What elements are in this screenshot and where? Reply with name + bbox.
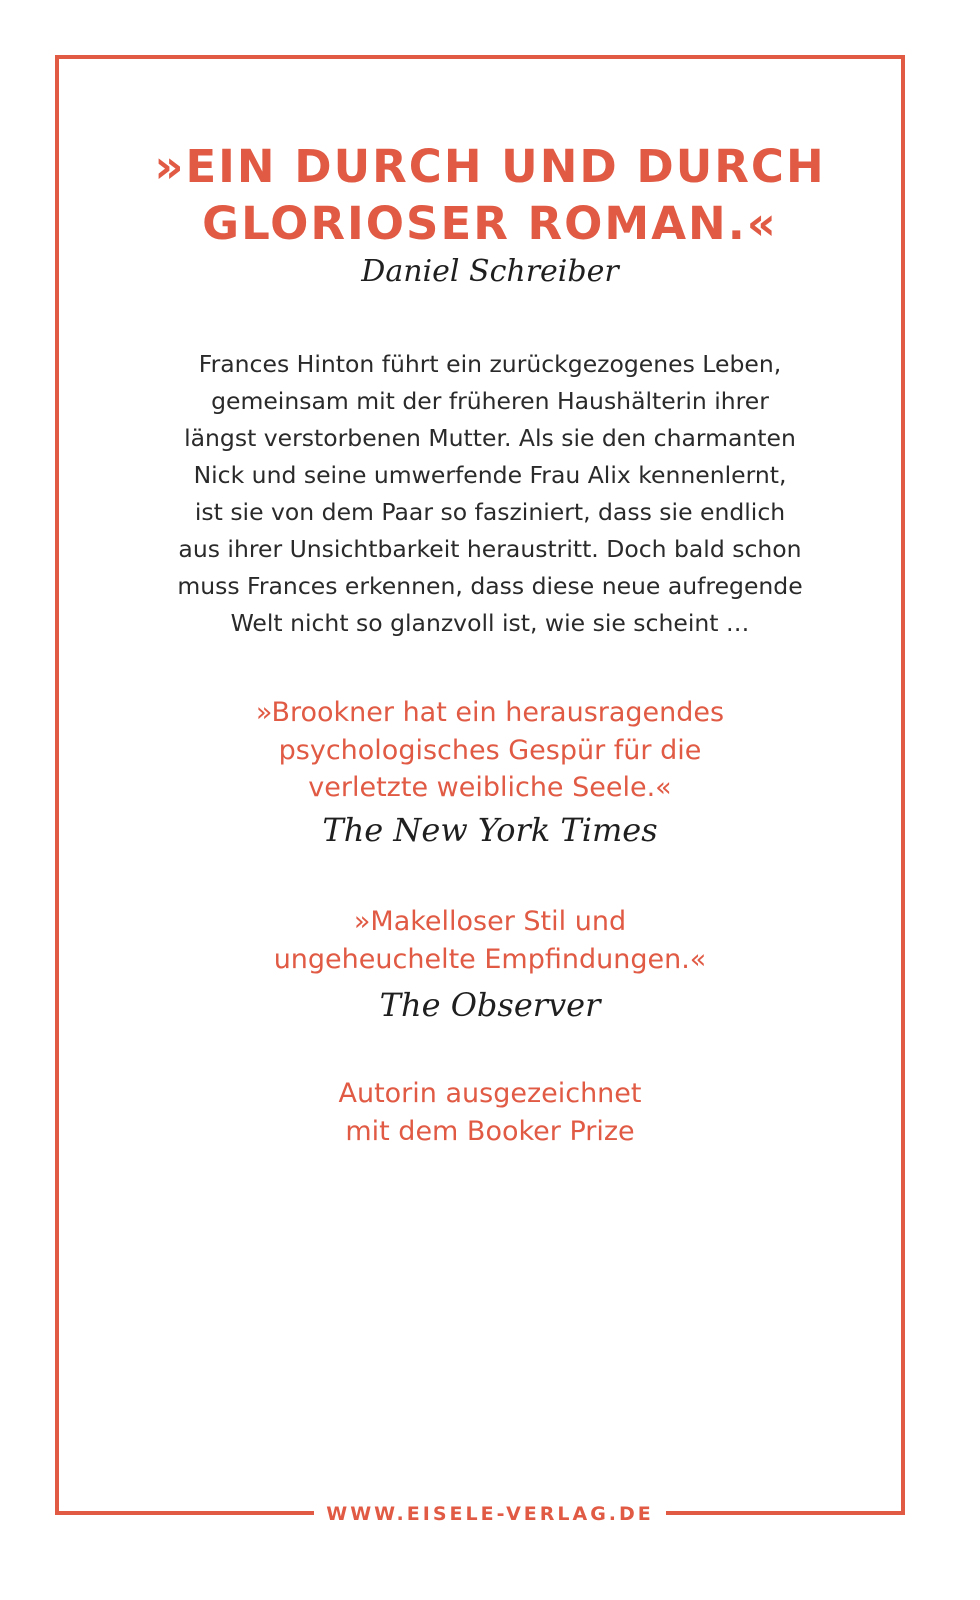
review-source-observer: The Observer — [379, 986, 601, 1024]
award-line: Autorin ausgezeichnet — [338, 1078, 642, 1109]
review-source-nyt: The New York Times — [322, 811, 658, 849]
quote-line: »Makelloser Stil und — [353, 906, 627, 937]
blurb-line: Welt nicht so glanzvoll ist, wie sie scheint … — [230, 609, 750, 637]
headline-attribution: Daniel Schreiber — [361, 254, 619, 289]
publisher-website-link[interactable]: WWW.EISELE-VERLAG.DE — [314, 1500, 666, 1528]
review-quote-observer — [60, 903, 920, 978]
award-note — [60, 1075, 920, 1150]
blurb-line: aus ihrer Unsichtbarkeit heraustritt. Doch bald schon — [178, 535, 802, 563]
quote-line: verletzte weibliche Seele.« — [308, 772, 672, 803]
review-quote-nyt — [60, 694, 920, 807]
footer — [0, 1500, 980, 1529]
quote-line: ungeheuchelte Empfindungen.« — [273, 943, 707, 975]
headline-line-2: GLORIOSER ROMAN.« — [202, 197, 778, 250]
blurb-line: muss Frances erkennen, dass diese neue aufregende — [177, 572, 803, 600]
quote-line: psychologisches Gespür für die — [278, 734, 702, 766]
blurb-line: längst verstorbenen Mutter. Als sie den charmanten — [184, 424, 796, 452]
blurb-line: Frances Hinton führt ein zurückgezogenes Leben, — [198, 350, 782, 378]
book-blurb — [60, 346, 920, 642]
blurb-line: gemeinsam mit der früheren Haushälterin ihrer — [211, 387, 769, 415]
headline-quote — [60, 138, 920, 252]
blurb-line: Nick und seine umwerfende Frau Alix kennenlernt, — [193, 461, 787, 489]
blurb-line: ist sie von dem Paar so fasziniert, dass sie endlich — [194, 498, 786, 526]
quote-line: »Brookner hat ein herausragendes — [255, 697, 725, 728]
award-line: mit dem Booker Prize — [345, 1115, 635, 1147]
headline-line-1: »EIN DURCH UND DURCH — [154, 140, 826, 193]
